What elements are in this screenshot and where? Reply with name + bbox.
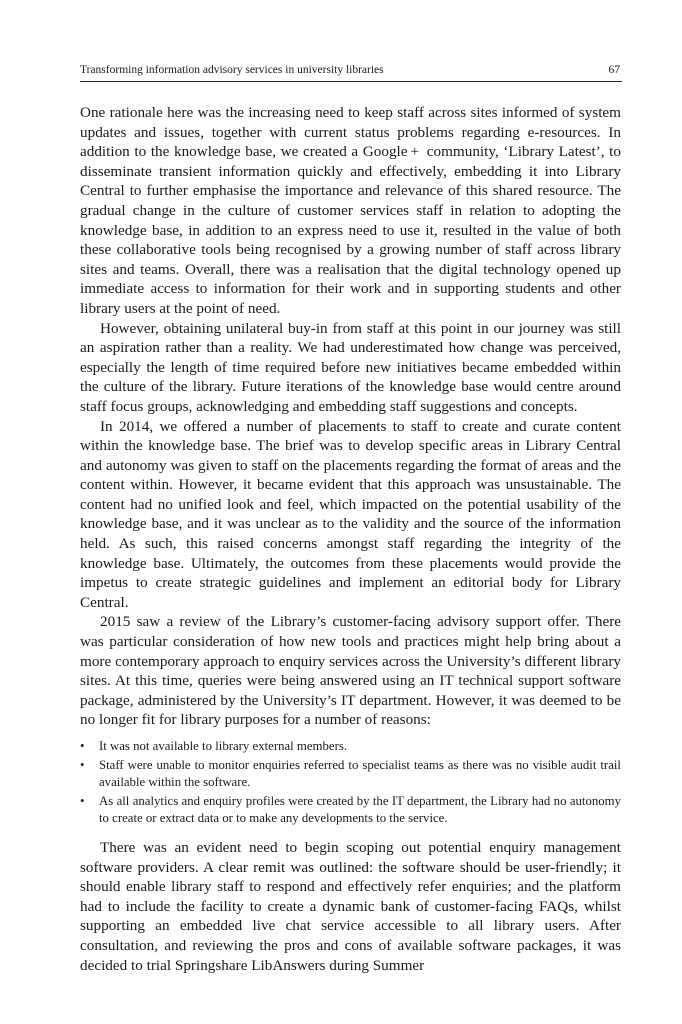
bullet-icon: •: [80, 739, 85, 753]
running-title: Transforming information advisory services in university libraries: [80, 64, 384, 76]
paragraph: 2015 saw a review of the Library’s customer-facing advisory support offer. There was particular consideration of how new tools and practices might help bring about a more contemporary approach to enquiry services across the University’s different library sites. At this time, queries were being answered using an IT technical support software package, administered by the University’s IT department. However, it was deemed to be no longer fit for library purposes for a number of reasons:: [80, 613, 621, 729]
paragraph: One rationale here was the increasing need to keep staff across sites informed of system updates and issues, together with current status problems regarding e-resources. In addition to the knowledge base, we created a Google + community, ‘Library Latest’, to disseminate transient information quickly and effectively, embedding it into Library Central to further emphasise the importance and relevance of this shared resource. The gradual change in the culture of customer services staff in relation to adopting the knowledge base, in addition to an express need to use it, resulted in the value of both these collaborative tools being recognised by a growing number of staff across library sites and teams. Overall, there was a realisation that the digital technology opened up immediate access to information for their work and in supporting students and other library users at the point of need.: [80, 104, 621, 317]
running-header: [80, 62, 622, 80]
list-item: [80, 738, 621, 756]
header-rule: [80, 81, 622, 82]
body-text: [80, 103, 621, 975]
bullet-icon: •: [80, 793, 85, 808]
list-item-text: As all analytics and enquiry profiles were created by the IT department, the Library had no autonomy to create or extract data or to make any developments to the service.: [99, 793, 621, 826]
reasons-list: [80, 738, 621, 828]
paragraph: In 2014, we offered a number of placements to staff to create and curate content within the knowledge base. The brief was to develop specific areas in Library Central and autonomy was given to staff on the placements regarding the format of areas and the content within. However, it became evident that this approach was unsustainable. The content had no unified look and feel, which impacted on the potential usability of the knowledge base, and it was unclear as to the validity and the source of the information held. As such, this raised concerns amongst staff regarding the integrity of the knowledge base. Ultimately, the outcomes from these placements would provide the impetus to create strategic guidelines and implement an editorial body for Library Central.: [80, 417, 621, 611]
list-item: [80, 757, 621, 792]
page-number: 67: [608, 64, 620, 76]
bullet-icon: •: [80, 757, 85, 772]
paragraph: There was an evident need to begin scoping out potential enquiry management software providers. A clear remit was outlined: the software should be user-friendly; it should enable library staff to respond and effectively refer enquiries; and the platform had to include the facility to create a dynamic bank of customer-facing FAQs, whilst supporting an embedded live chat service accessible to all library users. After consultation, and reviewing the pros and cons of available software packages, it was decided to trial Springshare LibAnswers during Summer: [80, 838, 621, 974]
list-item-text: Staff were unable to monitor enquiries referred to specialist teams as there was no visible audit trail available within the software.: [99, 757, 621, 790]
paragraph: However, obtaining unilateral buy-in from staff at this point in our journey was still an aspiration rather than a reality. We had underestimated how change was perceived, especially the length of time required before new initiatives became embedded within the culture of the library. Future iterations of the knowledge base would centre around staff focus groups, acknowledging and embedding staff suggestions and concepts.: [80, 319, 621, 415]
list-item: [80, 793, 621, 828]
list-item-text: It was not available to library external members.: [99, 739, 348, 753]
